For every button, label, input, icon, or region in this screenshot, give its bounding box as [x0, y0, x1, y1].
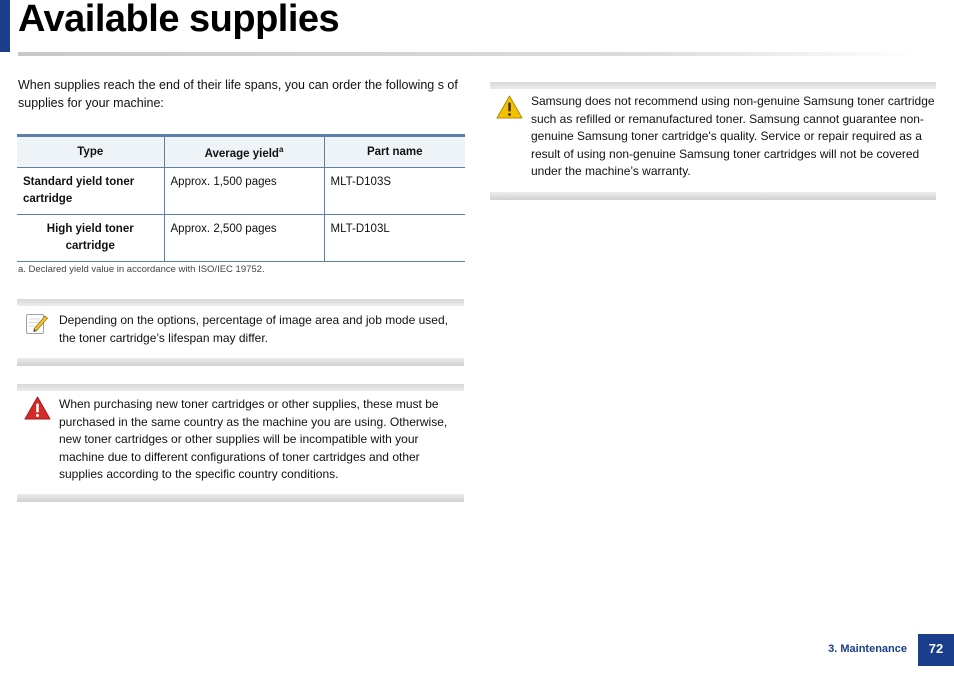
header-part-name: Part name — [324, 136, 465, 168]
cell-type: Standard yield toner cartridge — [17, 168, 164, 215]
note-bottom-bar — [490, 192, 936, 200]
note-top-bar — [17, 299, 464, 306]
cell-yield: Approx. 2,500 pages — [164, 215, 324, 262]
note-bottom-bar — [17, 358, 464, 366]
note-top-bar — [490, 82, 936, 89]
header-average-yield — [164, 136, 324, 168]
page-title: Available supplies — [18, 0, 340, 40]
cell-type: High yield toner cartridge — [17, 215, 164, 262]
header-average-yield-label: Average yield — [204, 147, 279, 160]
note-top-bar — [17, 384, 464, 391]
warning-triangle-icon — [24, 396, 51, 425]
table-footnote: a. Declared yield value in accordance with ISO/IEC 19752. — [18, 264, 265, 275]
page-number: 72 — [918, 634, 954, 666]
supplies-table — [17, 134, 465, 262]
caution-text: Samsung does not recommend using non-genuine Samsung toner cartridge such as refilled or remanufactured toner. Samsung cannot guarantee non-genuine Samsung toner cartridge's quality. Service or repair required as a result of using non-genuine Samsung toner cartridges will not be covered under the machine’s warranty. — [531, 94, 935, 179]
footnote-marker: a — [278, 144, 284, 154]
memo-text: Depending on the options, percentage of image area and job mode used, the toner cartridge’s lifespan may differ. — [59, 313, 448, 345]
warning-note — [17, 384, 464, 502]
memo-note — [17, 299, 464, 366]
cell-part-name: MLT-D103L — [324, 215, 465, 262]
cell-part-name: MLT-D103S — [324, 168, 465, 215]
table-row — [17, 168, 465, 215]
caution-note — [490, 82, 936, 200]
cell-yield: Approx. 1,500 pages — [164, 168, 324, 215]
caution-triangle-icon — [496, 95, 523, 124]
warning-text: When purchasing new toner cartridges or other supplies, these must be purchased in the same country as the machine you are using. Otherwise, new toner cartridges or other supplies will be incompatible with your machine due to different configurations of toner cartridges and other supplies according to the specific country conditions. — [59, 397, 448, 482]
intro-paragraph: When supplies reach the end of their life spans, you can order the following s of supplies for your machine: — [18, 78, 458, 110]
memo-pencil-icon — [25, 312, 49, 341]
title-accent-bar — [0, 0, 10, 52]
table-row — [17, 215, 465, 262]
title-divider — [18, 52, 918, 56]
note-bottom-bar — [17, 494, 464, 502]
table-header-row — [17, 136, 465, 168]
footer-chapter-label: 3. Maintenance — [828, 643, 907, 655]
header-type: Type — [17, 136, 164, 168]
